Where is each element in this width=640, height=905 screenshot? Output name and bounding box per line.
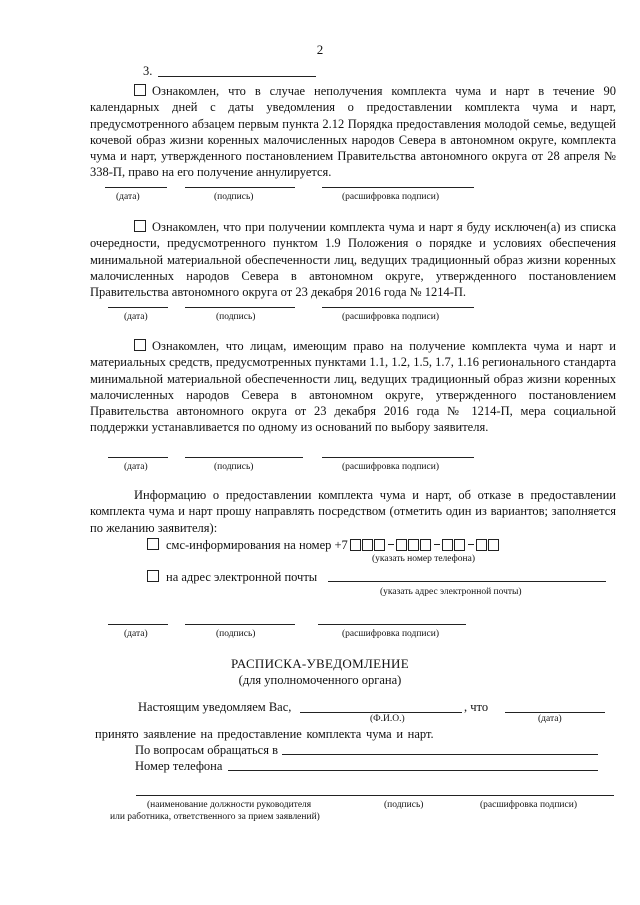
- paragraph-3-text: Ознакомлен, что лицам, имеющим право на получение комплекта чума и нарт и материальных средств, предусмотренных пунктами 1.1, 1.2, 1.5, 1.7, 1.16 регионального стандарта минимальной материальной обеспеченности лиц, ведущих традиционный образ жизни коренных малочисленных народов Севера в автономном округе, утвержденного постановлением Правительства автономного округа от 23 декабря 2016 года № 1214-П, мера социальной поддержки устанавливается по одному из оснований по выбору заявителя.: [90, 339, 616, 435]
- phone-input[interactable]: [350, 538, 500, 552]
- paragraph-2-text: Ознакомлен, что при получении комплекта чума и нарт я буду исключен(а) из списка очередности, предусмотренного пунктом 1.9 Положения о порядке и условиях обеспечения минимальной материальной обеспеченности лиц, ведущих традиционный образ жизни коренных малочисленных народов Севера в автономном округе, утвержденного постановлением Правительства автономного округа от 23 декабря 2016 года № 1214-П.: [90, 220, 616, 300]
- accepted-text: принято заявление на предоставление комплекта чума и нарт.: [95, 727, 434, 741]
- bottom-transcript-label: (расшифровка подписи): [480, 800, 577, 810]
- checkbox-3[interactable]: [134, 339, 146, 351]
- transcript-label-1: (расшифровка подписи): [342, 192, 439, 202]
- paragraph-1-text: Ознакомлен, что в случае неполучения комплекта чума и нарт в течение 90 календарных дней с даты уведомления о предоставлении комплекта чума и нарт, предусмотренного абзацем первым пункта 2.12 Порядка предоставления молодой семье, ведущей кочевой образ жизни коренных малочисленных народов Севера в автономном округе, комплекта чума и нарт, утвержденного постановлением Правительства автономного округа от 28 апреля № 338-П, право на его получение аннулируется.: [90, 84, 616, 180]
- signature-line-1[interactable]: [185, 187, 295, 188]
- contact-line[interactable]: [282, 754, 598, 755]
- signature-label-1: (подпись): [214, 192, 254, 202]
- fio-label: (Ф.И.О.): [370, 714, 405, 724]
- email-label: на адрес электронной почты: [166, 570, 318, 584]
- date-line-2[interactable]: [108, 307, 168, 308]
- checkbox-1[interactable]: [134, 84, 146, 96]
- checkbox-2[interactable]: [134, 220, 146, 232]
- transcript-line-2[interactable]: [322, 307, 474, 308]
- date-label-1: (дата): [116, 192, 140, 202]
- phone-label: Номер телефона: [135, 759, 223, 773]
- date-label-4: (дата): [124, 629, 148, 639]
- position-label-1: (наименование должности руководителя: [147, 800, 312, 810]
- bottom-signature-label: (подпись): [384, 800, 424, 810]
- date-label-2: (дата): [124, 312, 148, 322]
- phone-line[interactable]: [228, 770, 598, 771]
- date-line-3[interactable]: [108, 457, 168, 458]
- email-input-line[interactable]: [328, 581, 606, 582]
- date-line-4[interactable]: [108, 624, 168, 625]
- bottom-signature-line[interactable]: [136, 795, 614, 796]
- date-line-1[interactable]: [105, 187, 167, 188]
- notify-that: , что: [464, 700, 489, 714]
- notify-date-line[interactable]: [505, 712, 605, 713]
- signature-label-4: (подпись): [216, 629, 256, 639]
- position-label-2: или работника, ответственного за прием заявлений): [110, 812, 320, 822]
- receipt-title: РАСПИСКА-УВЕДОМЛЕНИЕ: [231, 656, 409, 671]
- paragraph-3: [90, 338, 616, 436]
- paragraph-2: [90, 219, 616, 300]
- notify-date-label: (дата): [538, 714, 562, 724]
- paragraph-4: [90, 487, 616, 536]
- phone-hint: (указать номер телефона): [372, 554, 476, 564]
- transcript-line-4[interactable]: [318, 624, 466, 625]
- transcript-line-3[interactable]: [322, 457, 474, 458]
- signature-line-4[interactable]: [185, 624, 295, 625]
- receipt-subtitle: (для уполномоченного органа): [238, 673, 402, 687]
- paragraph-1: [90, 83, 616, 181]
- contact-label: По вопросам обращаться в: [135, 743, 278, 757]
- item-3-line[interactable]: [158, 76, 316, 77]
- transcript-label-2: (расшифровка подписи): [342, 312, 439, 322]
- sms-option: [147, 537, 500, 553]
- email-option: [147, 569, 317, 585]
- item-3-label: 3.: [143, 64, 153, 78]
- transcript-label-3: (расшифровка подписи): [342, 462, 439, 472]
- transcript-label-4: (расшифровка подписи): [342, 629, 439, 639]
- sms-checkbox[interactable]: [147, 538, 159, 550]
- page-number: 2: [316, 42, 324, 57]
- email-hint: (указать адрес электронной почты): [380, 587, 522, 597]
- signature-line-3[interactable]: [185, 457, 303, 458]
- fio-line[interactable]: [300, 712, 462, 713]
- notify-text: Настоящим уведомляем Вас,: [138, 700, 292, 714]
- paragraph-4-text: Информацию о предоставлении комплекта чума и нарт, об отказе в предоставлении комплекта чума и нарт прошу направлять посредством (отметить один из вариантов; заполняется по желанию заявителя):: [90, 488, 616, 535]
- signature-label-3: (подпись): [214, 462, 254, 472]
- email-checkbox[interactable]: [147, 570, 159, 582]
- transcript-line-1[interactable]: [322, 187, 474, 188]
- signature-line-2[interactable]: [185, 307, 295, 308]
- date-label-3: (дата): [124, 462, 148, 472]
- signature-label-2: (подпись): [216, 312, 256, 322]
- sms-label: смс-информирования на номер +7: [166, 538, 348, 552]
